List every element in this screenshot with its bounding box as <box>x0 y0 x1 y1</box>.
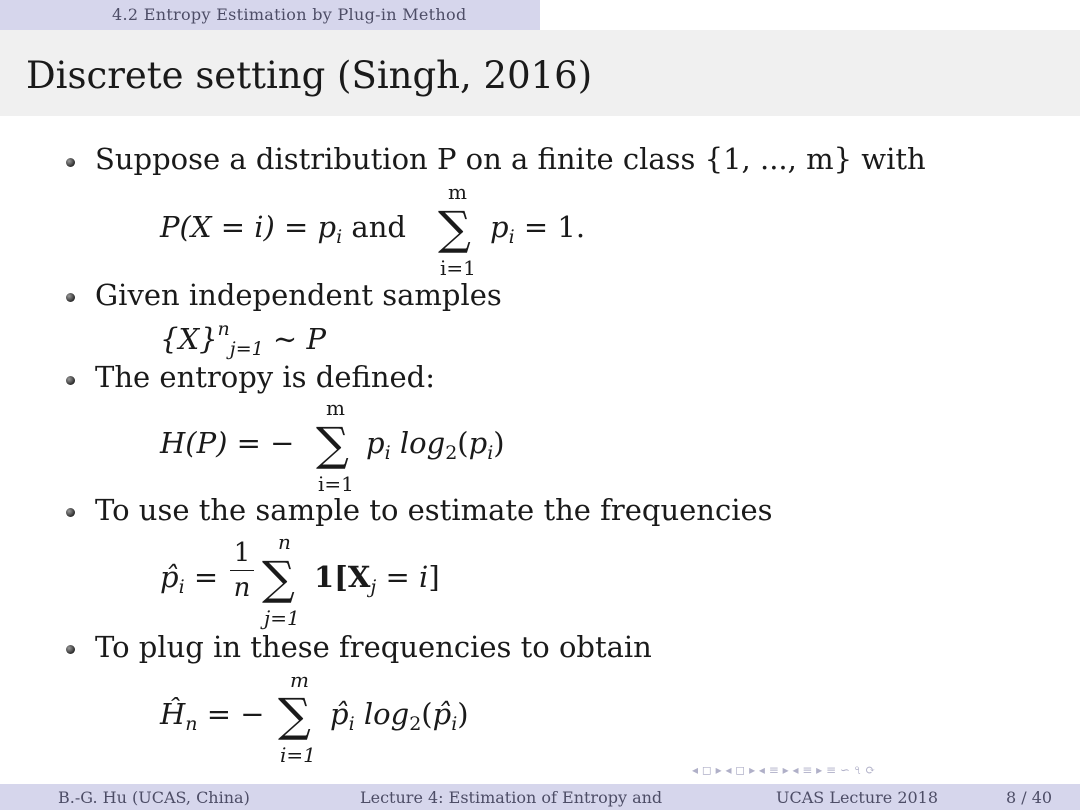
equation-1-sum-top: m <box>448 180 467 204</box>
equation-3-lhs: H(P) = − <box>160 426 295 460</box>
beamer-navigation[interactable]: ◂ ◻ ▸ ◂ ◻ ▸ ◂ ≡ ▸ ◂ ≡ ▸ ≡ ∽ ৭ ⟳ <box>692 763 876 777</box>
equation-1-rhs: $p_i = 1$. <box>490 210 586 248</box>
equation-5-sum-top: m <box>290 668 309 692</box>
equation-4-fraction: 1 n <box>230 538 254 603</box>
equation-5-rhs: $p̂_i$ $\log_2(p̂_i)$ <box>330 697 469 735</box>
bullet-text-4: To use the sample to estimate the frequencies <box>95 493 773 527</box>
equation-1-sum-bottom: i=1 <box>440 256 476 280</box>
title-bar <box>0 30 1080 116</box>
footer-author: B.-G. Hu (UCAS, China) <box>58 788 250 807</box>
footer-event: UCAS Lecture 2018 <box>776 788 939 807</box>
section-tab[interactable] <box>0 0 540 30</box>
equation-4-rhs: $1[X_j = i]$ <box>314 560 440 598</box>
bullet-marker <box>66 376 75 385</box>
section-bar <box>0 0 1080 30</box>
equation-5-sum-bottom: i=1 <box>280 743 316 767</box>
footer-bar <box>0 784 1080 810</box>
bullet-text-1: Suppose a distribution P on a finite class {1, ..., m} with <box>95 142 926 176</box>
slide-title: Discrete setting (Singh, 2016) <box>26 54 593 97</box>
equation-5-sigma: ∑ <box>278 688 311 742</box>
equation-4-sum-top: n <box>278 530 291 554</box>
equation-4-sum-bottom: j=1 <box>264 606 300 630</box>
equation-1-sigma: ∑ <box>438 201 471 255</box>
footer-lecture: Lecture 4: Estimation of Entropy and <box>360 788 663 807</box>
equation-4-lhs: $p̂_i$ = <box>160 560 219 598</box>
bullet-text-3: The entropy is defined: <box>95 360 435 394</box>
bullet-text-5: To plug in these frequencies to obtain <box>95 630 652 664</box>
footer-page-number: 8 / 40 <box>1006 788 1053 807</box>
section-label: 4.2 Entropy Estimation by Plug-in Method <box>112 5 467 24</box>
equation-3-rhs: $p_i$ $\log_2(p_i)$ <box>366 426 505 464</box>
bullet-marker <box>66 645 75 654</box>
equation-1-lhs: $P(X = i) = p_i$ and <box>160 210 406 248</box>
bullet-marker <box>66 158 75 167</box>
equation-4-sigma: ∑ <box>262 551 295 605</box>
equation-5-lhs: $Ĥ_n$ = − <box>160 697 265 735</box>
bullet-text-2: Given independent samples <box>95 278 502 312</box>
equation-3-sum-top: m <box>326 396 345 420</box>
equation-3-sum-bottom: i=1 <box>318 472 354 496</box>
equation-3-sigma: ∑ <box>316 417 349 471</box>
bullet-marker <box>66 508 75 517</box>
equation-2: $\{X\}^n_{j=1}$ ∼ P <box>160 318 326 360</box>
bullet-marker <box>66 293 75 302</box>
